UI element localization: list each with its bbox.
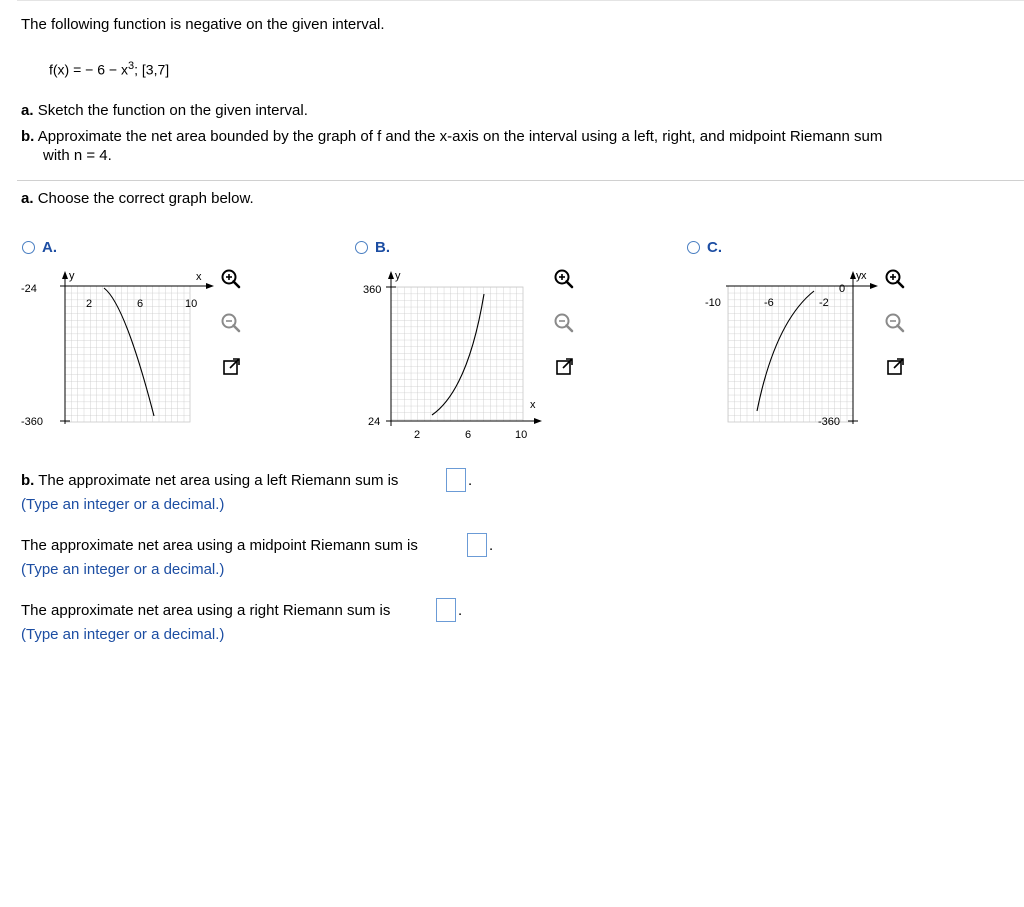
left-sum-period: . <box>468 472 473 489</box>
option-b-expand-icon[interactable] <box>554 356 576 378</box>
part-b-instruction <box>21 128 1011 146</box>
part-b-text: Approximate the net area bounded by the graph of f and the x-axis on the interval using a left, right, and midpoint Riemann sum <box>37 128 883 145</box>
option-c-radio[interactable] <box>687 241 700 254</box>
option-b-radio[interactable] <box>355 241 368 254</box>
right-sum-input[interactable] <box>436 598 456 622</box>
option-b-zoom-in-icon[interactable] <box>553 268 575 290</box>
option-a-x-tick-2: 2 <box>86 298 93 310</box>
mid-sum-hint: (Type an integer or a decimal.) <box>21 561 225 578</box>
left-sum-question <box>21 472 398 490</box>
left-sum-text: The approximate net area using a left Riemann sum is <box>38 472 399 489</box>
right-sum-text: The approximate net area using a right Riemann sum is <box>21 602 391 619</box>
option-b-y-label: y <box>395 270 401 282</box>
function-exponent: 3 <box>127 60 135 72</box>
mid-sum-text: The approximate net area using a midpoint Riemann sum is <box>21 537 418 554</box>
option-a-x-label: x <box>196 271 202 283</box>
option-c-y-label: y <box>856 270 862 282</box>
function-definition <box>49 60 169 78</box>
part-a-instruction <box>21 102 308 120</box>
option-b-y-bottom-tick: 24 <box>368 416 381 428</box>
option-a-y-top-tick: -24 <box>21 283 37 295</box>
part-a-prompt-text: Choose the correct graph below. <box>37 190 254 207</box>
mid-sum-input[interactable] <box>467 533 487 557</box>
option-a-y-bottom-tick: -360 <box>21 416 44 428</box>
option-a-x-tick-10: 10 <box>185 298 198 310</box>
option-a-grid <box>65 286 190 422</box>
problem-intro: The following function is negative on the given interval. <box>21 16 385 33</box>
option-b-zoom-out-icon[interactable] <box>553 312 575 334</box>
option-a-x-arrow <box>206 283 214 289</box>
option-b-x-tick-6: 6 <box>465 429 472 441</box>
option-b-x-arrow <box>534 418 542 424</box>
section-divider <box>17 180 1024 181</box>
right-sum-hint: (Type an integer or a decimal.) <box>21 626 225 643</box>
option-c-grid <box>728 286 853 422</box>
function-interval: ; [3,7] <box>134 61 170 78</box>
option-b-x-tick-10: 10 <box>515 429 528 441</box>
option-c-x-tick-neg6: -6 <box>764 297 774 309</box>
option-b-graph <box>358 264 553 444</box>
option-a-zoom-out-icon[interactable] <box>220 312 242 334</box>
mid-sum-period: . <box>489 537 494 554</box>
part-a-prompt <box>21 190 254 208</box>
option-c-y-bottom-tick: -360 <box>818 416 841 428</box>
left-sum-input[interactable] <box>446 468 466 492</box>
option-c-x-arrow <box>870 283 878 289</box>
option-a-graph <box>20 264 220 436</box>
option-c-zoom-in-icon[interactable] <box>884 268 906 290</box>
function-prefix: f(x) = − 6 − x <box>49 61 128 78</box>
option-a-y-label: y <box>69 270 75 282</box>
option-a-y-arrow <box>62 271 68 279</box>
left-sum-hint: (Type an integer or a decimal.) <box>21 496 225 513</box>
part-b-label: b. <box>21 128 35 145</box>
option-b-grid <box>391 287 523 421</box>
option-c-expand-icon[interactable] <box>885 356 907 378</box>
option-c-label[interactable]: C. <box>707 239 722 256</box>
top-rule <box>17 0 1024 1</box>
part-b-text-cont: with n = 4. <box>43 147 112 164</box>
part-a-prompt-label: a. <box>21 190 34 207</box>
option-b-y-top-tick: 360 <box>363 284 382 296</box>
option-c-x-tick-neg2: -2 <box>819 297 829 309</box>
option-c-graph <box>700 264 880 436</box>
option-a-radio[interactable] <box>22 241 35 254</box>
option-a-label[interactable]: A. <box>42 239 57 256</box>
part-a-text: Sketch the function on the given interval. <box>37 102 308 119</box>
right-sum-period: . <box>458 602 463 619</box>
option-b-x-label: x <box>530 399 536 411</box>
option-b-x-tick-2: 2 <box>414 429 421 441</box>
option-b-y-arrow <box>388 271 394 279</box>
option-a-expand-icon[interactable] <box>221 356 243 378</box>
option-a-x-tick-6: 6 <box>137 298 144 310</box>
option-c-x-tick-neg10: -10 <box>705 297 721 309</box>
option-c-zoom-out-icon[interactable] <box>884 312 906 334</box>
part-a-label: a. <box>21 102 34 119</box>
option-c-x-label: x <box>861 270 867 282</box>
option-a-zoom-in-icon[interactable] <box>220 268 242 290</box>
option-b-label[interactable]: B. <box>375 239 390 256</box>
option-c-y-top-tick: 0 <box>839 283 846 295</box>
part-b-answer-label: b. <box>21 472 35 489</box>
